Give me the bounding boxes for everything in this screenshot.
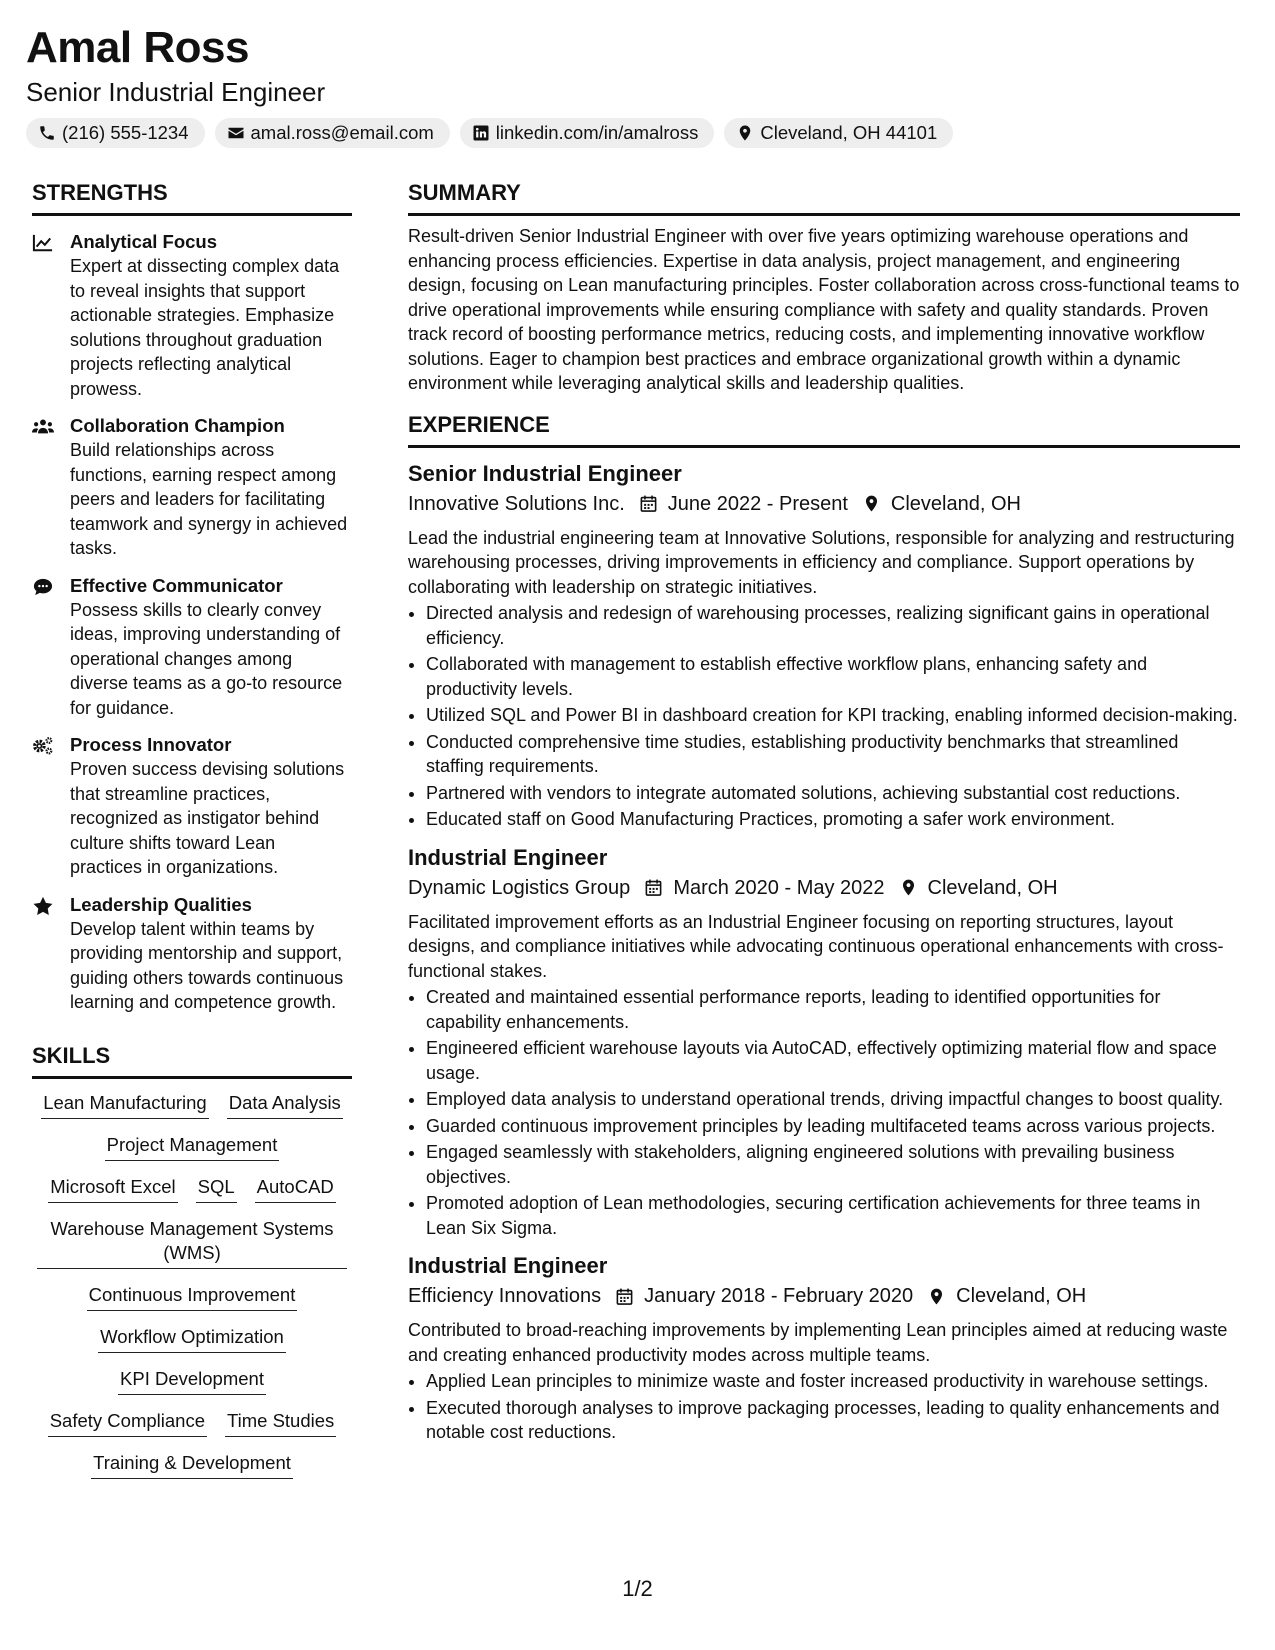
star-icon — [32, 896, 54, 916]
strength-item — [32, 574, 352, 721]
email-icon — [227, 124, 245, 142]
job-bullet: • Utilized SQL and Power BI in dashboard creation for KPI tracking, enabling informed decision-making. — [426, 703, 1240, 728]
calendar-icon — [615, 1287, 634, 1306]
location-icon — [736, 124, 754, 142]
skill-tag: Time Studies — [225, 1409, 336, 1437]
strength-title: Collaboration Champion — [70, 415, 285, 436]
contact-linkedin[interactable] — [460, 118, 715, 148]
strength-title: Analytical Focus — [70, 231, 218, 252]
strength-description: Develop talent within teams by providing mentorship and support, guiding others towards continuous learning and competence growth. — [70, 918, 344, 1012]
job-title: Senior Industrial Engineer — [408, 460, 682, 486]
job-bullets — [408, 1369, 1240, 1445]
job-title: Industrial Engineer — [408, 844, 608, 870]
strength-title: Leadership Qualities — [70, 893, 252, 915]
location-icon — [862, 494, 881, 513]
contact-email[interactable] — [215, 118, 450, 148]
users-icon — [32, 417, 54, 437]
summary-text: Result-driven Senior Industrial Engineer with over five years optimizing warehouse operations and enhancing process efficiencies. Expertise in data analysis, project management, and engineering design, focusing on Lean manufacturing principles. Foster collaboration across cross-functional teams to drive operational improvements while ensuring compliance with safety and quality standards. Proven track record of boosting performance metrics, reducing costs, and implementing innovative workflow solutions. Eager to champion best practices and embrace organizational growth within a dynamic environment while leveraging analytical skills and leadership qualities. — [408, 226, 1240, 393]
job-bullet: • Executed thorough analyses to improve packaging processes, leading to quality enhancements and notable cost reductions. — [426, 1396, 1240, 1445]
candidate-headline: Senior Industrial Engineer — [26, 77, 326, 107]
location-icon — [927, 1287, 946, 1306]
job-meta — [408, 874, 1240, 902]
strength-description: Expert at dissecting complex data to reveal insights that support actionable strategies. Emphasize solutions throughout graduation projects reflecting analytical prowess. — [70, 256, 340, 399]
job-entry — [408, 1252, 1240, 1445]
skills-section — [32, 1041, 352, 1479]
page-number: 1/2 — [622, 1576, 653, 1601]
job-location: Cleveland, OH — [890, 492, 1021, 515]
strength-title: Effective Communicator — [70, 574, 283, 596]
contact-location[interactable] — [724, 118, 953, 148]
skill-tag: Project Management — [105, 1133, 280, 1161]
skill-tag: Microsoft Excel — [48, 1175, 177, 1203]
strength-item — [32, 893, 352, 1015]
job-company: Innovative Solutions Inc. — [408, 492, 625, 515]
job-meta — [408, 1282, 1240, 1310]
summary-section — [408, 178, 1240, 396]
skill-tag: Continuous Improvement — [87, 1283, 298, 1311]
contact-location-text: Cleveland, OH 44101 — [760, 122, 938, 143]
job-dates: March 2020 - May 2022 — [673, 876, 885, 899]
skills-heading: SKILLS — [32, 1041, 352, 1079]
job-bullet: • Directed analysis and redesign of warehousing processes, realizing significant gains in operational efficiency. — [426, 601, 1240, 650]
summary-heading: SUMMARY — [408, 178, 1240, 216]
location-icon — [899, 878, 918, 897]
job-dates: January 2018 - February 2020 — [644, 1285, 914, 1307]
contact-email-text: amal.ross@email.com — [250, 122, 434, 143]
comments-icon — [32, 577, 54, 597]
job-dates: June 2022 - Present — [667, 492, 848, 515]
strength-item — [32, 230, 352, 401]
skill-tag: Workflow Optimization — [98, 1325, 286, 1353]
experience-heading: EXPERIENCE — [408, 410, 1240, 448]
calendar-icon — [644, 878, 663, 897]
skill-tag: Lean Manufacturing — [41, 1091, 209, 1119]
job-description: Contributed to broad-reaching improvements by implementing Lean principles aimed at reducing waste and creating enhanced productivity modes across multiple teams. — [408, 1320, 1228, 1365]
job-company: Efficiency Innovations — [408, 1285, 602, 1307]
skill-tag: KPI Development — [118, 1367, 266, 1395]
strengths-section — [32, 178, 352, 1015]
resume-header — [26, 22, 1246, 148]
contact-bar — [26, 118, 1246, 148]
strength-description: Proven success devising solutions that streamline practices, recognized as instigator behind culture shifts toward Lean practices in organizations. — [70, 759, 345, 877]
skill-tag: SQL — [196, 1175, 237, 1203]
job-location: Cleveland, OH — [927, 876, 1058, 899]
strengths-heading: STRENGTHS — [32, 178, 352, 216]
calendar-icon — [639, 494, 658, 513]
job-bullet: • Employed data analysis to understand operational trends, driving impactful changes to boost quality. — [426, 1087, 1240, 1112]
job-bullet: • Educated staff on Good Manufacturing Practices, promoting a safer work environment. — [426, 807, 1240, 832]
job-title: Industrial Engineer — [408, 1253, 608, 1278]
linkedin-icon — [472, 124, 490, 142]
strength-item — [32, 414, 352, 561]
job-bullet: • Conducted comprehensive time studies, establishing productivity benchmarks that streamlined staffing requirements. — [426, 730, 1240, 779]
strength-description: Build relationships across functions, earning respect among peers and leaders for facilitating teamwork and synergy in achieved tasks. — [70, 440, 348, 558]
strength-title: Process Innovator — [70, 734, 232, 755]
job-bullet: • Engineered efficient warehouse layouts via AutoCAD, effectively optimizing material flow and space usage. — [426, 1036, 1240, 1085]
experience-section — [408, 410, 1240, 1445]
job-bullet: • Created and maintained essential performance reports, leading to identified opportunities for capability enhancements. — [426, 985, 1240, 1034]
job-bullet: • Applied Lean principles to minimize waste and foster increased productivity in warehouse settings. — [426, 1369, 1240, 1394]
skill-tag: Data Analysis — [227, 1091, 343, 1119]
left-column — [32, 178, 352, 1493]
skill-tag: Warehouse Management Systems (WMS) — [37, 1217, 347, 1269]
job-bullet: • Collaborated with management to establish effective workflow plans, enhancing safety and productivity levels. — [426, 652, 1240, 701]
skill-tag: Safety Compliance — [48, 1409, 207, 1437]
job-bullet: • Guarded continuous improvement principles by leading multifaceted teams across various projects. — [426, 1114, 1240, 1139]
contact-phone[interactable] — [26, 118, 205, 148]
strength-item — [32, 733, 352, 880]
job-bullet: • Engaged seamlessly with stakeholders, aligning engineered solutions with prevailing business objectives. — [426, 1140, 1240, 1189]
job-bullets — [408, 985, 1240, 1240]
skill-tag: AutoCAD — [255, 1175, 336, 1203]
skill-tag: Training & Development — [91, 1451, 293, 1479]
gears-icon — [32, 736, 54, 756]
job-description: Facilitated improvement efforts as an Industrial Engineer focusing on reporting structures, layout designs, and compliance initiatives while advocating continuous operational enhancements with cross-functional stakes. — [408, 911, 1224, 981]
job-bullet: • Promoted adoption of Lean methodologies, securing certification achievements for three teams in Lean Six Sigma. — [426, 1191, 1240, 1240]
phone-icon — [38, 124, 56, 142]
contact-linkedin-text: linkedin.com/in/amalross — [495, 122, 699, 143]
job-entry — [408, 844, 1240, 1241]
right-column — [408, 178, 1240, 1447]
job-bullet: • Partnered with vendors to integrate automated solutions, achieving substantial cost reductions. — [426, 781, 1240, 806]
contact-phone-text: (216) 555-1234 — [62, 122, 189, 143]
chart-line-icon — [32, 233, 54, 253]
candidate-name: Amal Ross — [26, 23, 249, 72]
job-description: Lead the industrial engineering team at Innovative Solutions, responsible for analyzing and restructuring warehousing processes, driving improvements in efficiency and compliance. Support operations by collaborating with leadership on strategic initiatives. — [408, 527, 1235, 597]
job-company: Dynamic Logistics Group — [408, 876, 631, 899]
strength-description: Possess skills to clearly convey ideas, improving understanding of operational changes among diverse teams as a go-to resource for guidance. — [70, 599, 343, 718]
job-location: Cleveland, OH — [956, 1285, 1087, 1307]
job-bullets — [408, 601, 1240, 832]
job-entry — [408, 460, 1240, 832]
job-meta — [408, 490, 1240, 518]
